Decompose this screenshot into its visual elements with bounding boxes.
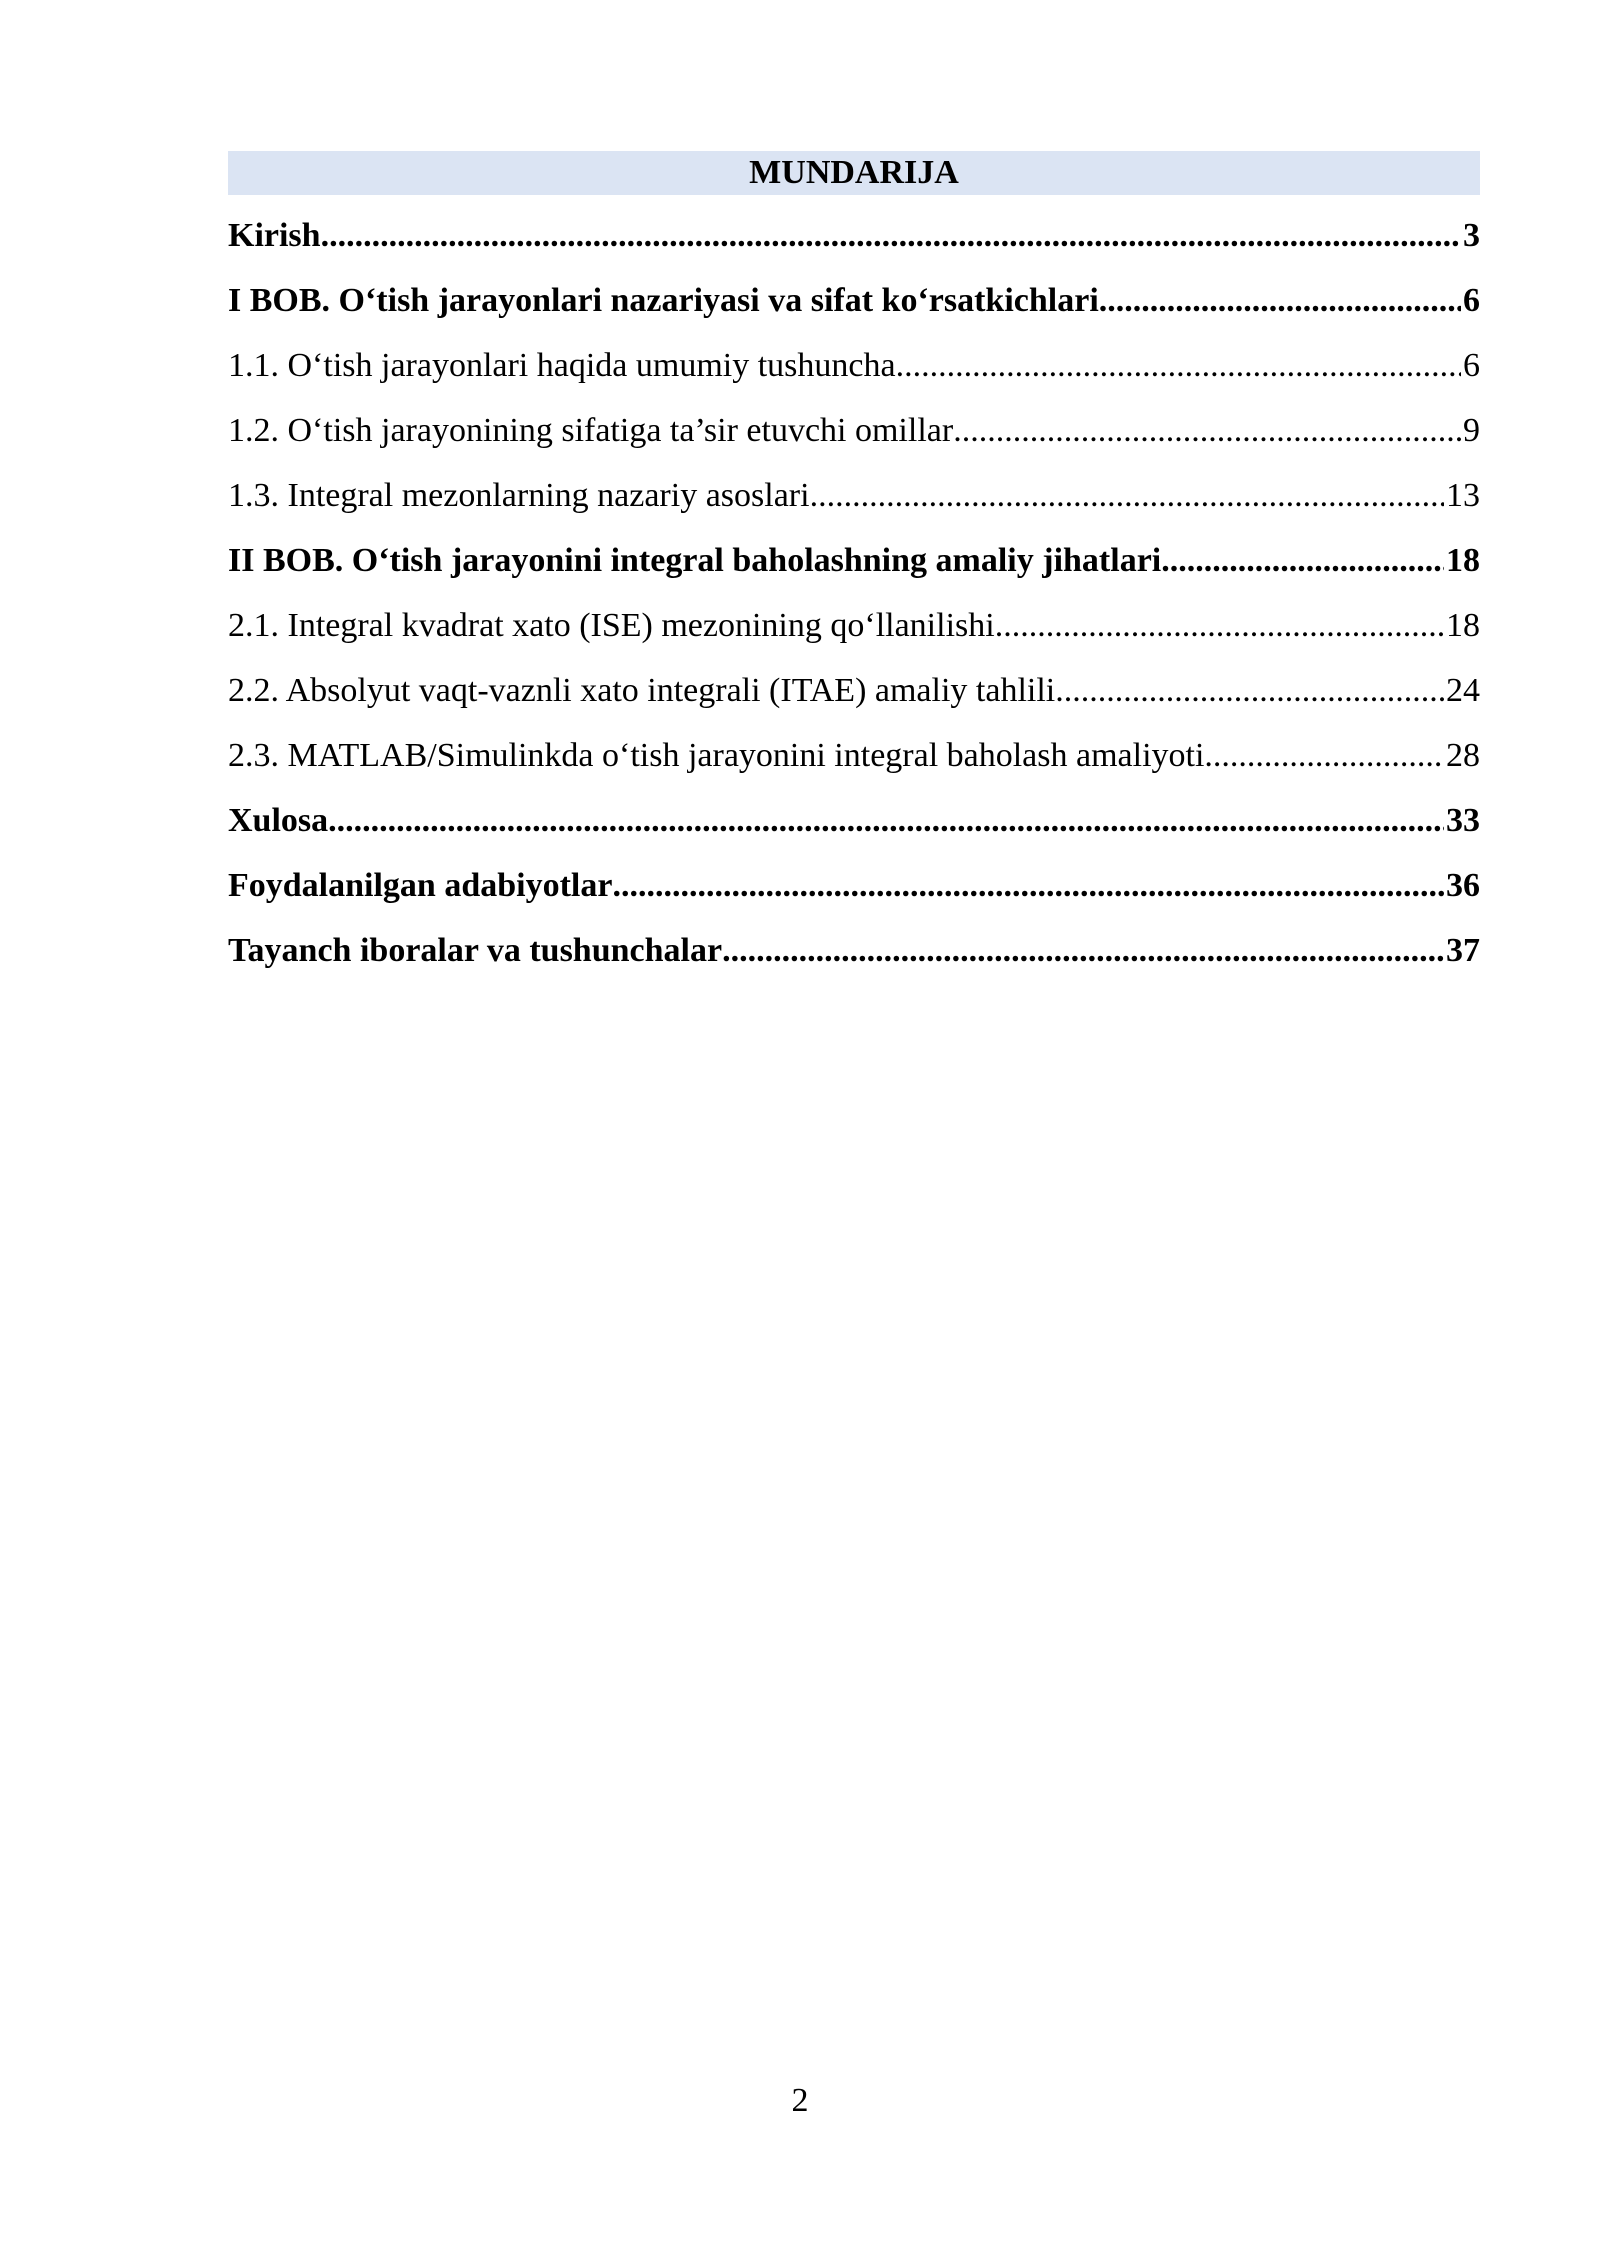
toc-dot-leader bbox=[1161, 528, 1444, 593]
toc-entry[interactable] bbox=[228, 853, 1480, 918]
toc-entry-page: 3 bbox=[1463, 217, 1480, 254]
toc-entry[interactable] bbox=[228, 723, 1480, 788]
toc-dot-leader bbox=[995, 593, 1444, 658]
toc-list bbox=[228, 203, 1480, 983]
toc-entry-page: 6 bbox=[1463, 347, 1480, 384]
toc-dot-leader bbox=[328, 788, 1444, 853]
toc-dot-leader bbox=[612, 853, 1444, 918]
toc-entry[interactable] bbox=[228, 463, 1480, 528]
toc-entry[interactable] bbox=[228, 658, 1480, 723]
toc-dot-leader bbox=[321, 203, 1461, 268]
toc-entry[interactable] bbox=[228, 528, 1480, 593]
page-number: 2 bbox=[791, 2082, 809, 2119]
toc-entry[interactable] bbox=[228, 203, 1480, 268]
toc-entry-page: 13 bbox=[1446, 477, 1480, 514]
toc-entry-label: 1.2. O‘tish jarayonining sifatiga ta’sir etuvchi omillar bbox=[228, 412, 954, 449]
toc-entry-label: I BOB. O‘tish jarayonlari nazariyasi va sifat ko‘rsatkichlari bbox=[228, 282, 1099, 319]
toc-entry[interactable] bbox=[228, 398, 1480, 463]
toc-dot-leader bbox=[1099, 268, 1461, 333]
toc-entry-label: 1.3. Integral mezonlarning nazariy asoslari bbox=[228, 477, 810, 514]
toc-entry-page: 36 bbox=[1446, 867, 1480, 904]
toc-entry-page: 6 bbox=[1463, 282, 1480, 319]
toc-entry-label: Tayanch iboralar va tushunchalar bbox=[228, 932, 723, 969]
toc-dot-leader bbox=[953, 398, 1461, 463]
toc-entry-page: 9 bbox=[1463, 412, 1480, 449]
toc-entry-label: 2.1. Integral kvadrat xato (ISE) mezonining qo‘llanilishi bbox=[228, 607, 995, 644]
toc-entry-label: Xulosa bbox=[228, 802, 329, 839]
toc-entry-label: II BOB. O‘tish jarayonini integral baholashning amaliy jihatlari bbox=[228, 542, 1162, 579]
toc-dot-leader bbox=[896, 333, 1461, 398]
toc-entry-page: 28 bbox=[1446, 737, 1480, 774]
toc-dot-leader bbox=[1204, 723, 1444, 788]
toc-entry-page: 33 bbox=[1446, 802, 1480, 839]
toc-entry-page: 18 bbox=[1446, 607, 1480, 644]
toc-dot-leader bbox=[810, 463, 1444, 528]
toc-entry-label: 2.3. MATLAB/Simulinkda o‘tish jarayonini integral baholash amaliyoti bbox=[228, 737, 1205, 774]
toc-entry[interactable] bbox=[228, 268, 1480, 333]
toc-entry-label: Foydalanilgan adabiyotlar bbox=[228, 867, 613, 904]
toc-entry[interactable] bbox=[228, 593, 1480, 658]
toc-entry[interactable] bbox=[228, 788, 1480, 853]
toc-entry[interactable] bbox=[228, 333, 1480, 398]
toc-entry-page: 18 bbox=[1446, 542, 1480, 579]
toc-entry-label: 2.2. Absolyut vaqt-vaznli xato integrali (ITAE) amaliy tahlili bbox=[228, 672, 1056, 709]
table-of-contents bbox=[228, 151, 1480, 983]
toc-entry-page: 24 bbox=[1446, 672, 1480, 709]
toc-dot-leader bbox=[1055, 658, 1444, 723]
toc-title: MUNDARIJA bbox=[228, 151, 1480, 195]
toc-dot-leader bbox=[722, 918, 1444, 983]
toc-entry-label: Kirish bbox=[228, 217, 321, 254]
toc-entry[interactable] bbox=[228, 918, 1480, 983]
toc-entry-label: 1.1. O‘tish jarayonlari haqida umumiy tushuncha bbox=[228, 347, 896, 384]
toc-entry-page: 37 bbox=[1446, 932, 1480, 969]
